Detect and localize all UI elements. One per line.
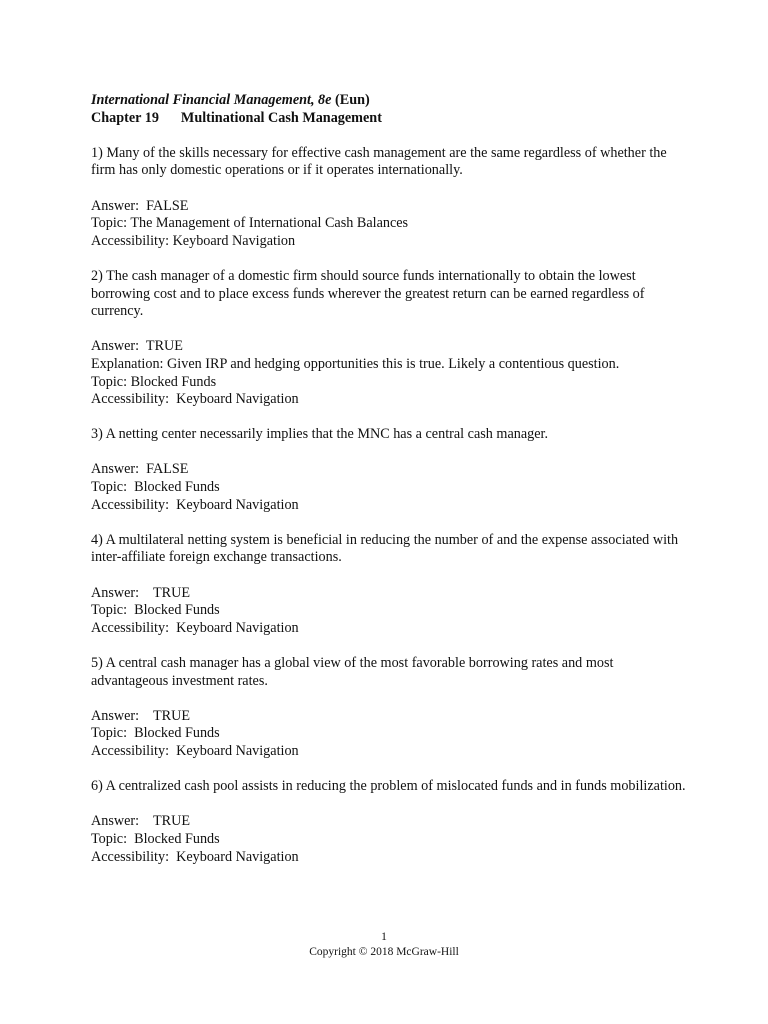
question-text: 3) A netting center necessarily implies that the MNC has a central cash manager.: [91, 426, 549, 443]
accessibility-line: Accessibility: Keyboard Navigation: [91, 232, 296, 249]
page-footer: [0, 930, 768, 959]
question-text: 6) A centralized cash pool assists in reducing the problem of mislocated funds and in funds mobilization.: [91, 778, 686, 795]
accessibility-line: Accessibility: Keyboard Navigation: [91, 391, 299, 408]
question-item: [91, 145, 691, 251]
answer-block: [91, 198, 691, 251]
topic-line: Topic: The Management of International Cash Balances: [91, 215, 409, 232]
question-text: 4) A multilateral netting system is beneficial in reducing the number of and the expense associated with inter-affiliate foreign exchange transactions.: [91, 531, 679, 566]
accessibility-line: Accessibility: Keyboard Navigation: [91, 848, 299, 865]
answer-line: Answer: FALSE: [91, 197, 189, 214]
answer-block: [91, 813, 691, 866]
chapter-label: Chapter 19: [91, 109, 159, 126]
answer-line: Answer: TRUE: [91, 584, 191, 601]
explanation-line: Explanation: Given IRP and hedging opportunities this is true. Likely a contentious question.: [91, 355, 620, 372]
question-item: [91, 426, 691, 514]
topic-line: Topic: Blocked Funds: [91, 830, 220, 847]
page-number: 1: [381, 931, 387, 943]
answer-line: Answer: FALSE: [91, 461, 189, 478]
chapter-title: Multinational Cash Management: [180, 109, 382, 126]
answer-block: [91, 338, 691, 408]
topic-line: Topic: Blocked Funds: [91, 725, 220, 742]
answer-line: Answer: TRUE: [91, 813, 191, 830]
question-text: 2) The cash manager of a domestic firm should source funds internationally to obtain the lowest borrowing cost and to place excess funds wherever the greatest return can be earned regardless of currency.: [91, 267, 645, 320]
copyright-notice: Copyright © 2018 McGraw-Hill: [309, 945, 459, 958]
chapter-heading: [91, 110, 691, 128]
question-list: [91, 145, 691, 866]
answer-block: [91, 585, 691, 638]
answer-line: Answer: TRUE: [91, 338, 183, 355]
document-header: [91, 92, 691, 110]
book-author: (Eun): [335, 92, 370, 108]
topic-line: Topic: Blocked Funds: [91, 373, 217, 390]
accessibility-line: Accessibility: Keyboard Navigation: [91, 619, 299, 636]
answer-line: Answer: TRUE: [91, 707, 191, 724]
question-text: 1) Many of the skills necessary for effective cash management are the same regardless of whether the firm has only domestic operations or if it operates internationally.: [91, 144, 667, 179]
question-text: 5) A central cash manager has a global view of the most favorable borrowing rates and most advantageous investment rates.: [91, 655, 614, 689]
accessibility-line: Accessibility: Keyboard Navigation: [91, 496, 299, 513]
document-page: [91, 92, 691, 866]
topic-line: Topic: Blocked Funds: [91, 602, 220, 619]
answer-block: [91, 461, 691, 514]
topic-line: Topic: Blocked Funds: [91, 479, 220, 496]
question-item: [91, 532, 691, 638]
book-title: International Financial Management, 8e: [91, 92, 332, 108]
question-item: [91, 778, 691, 866]
answer-block: [91, 708, 691, 761]
accessibility-line: Accessibility: Keyboard Navigation: [91, 742, 299, 759]
question-item: [91, 268, 691, 409]
question-item: [91, 655, 691, 761]
